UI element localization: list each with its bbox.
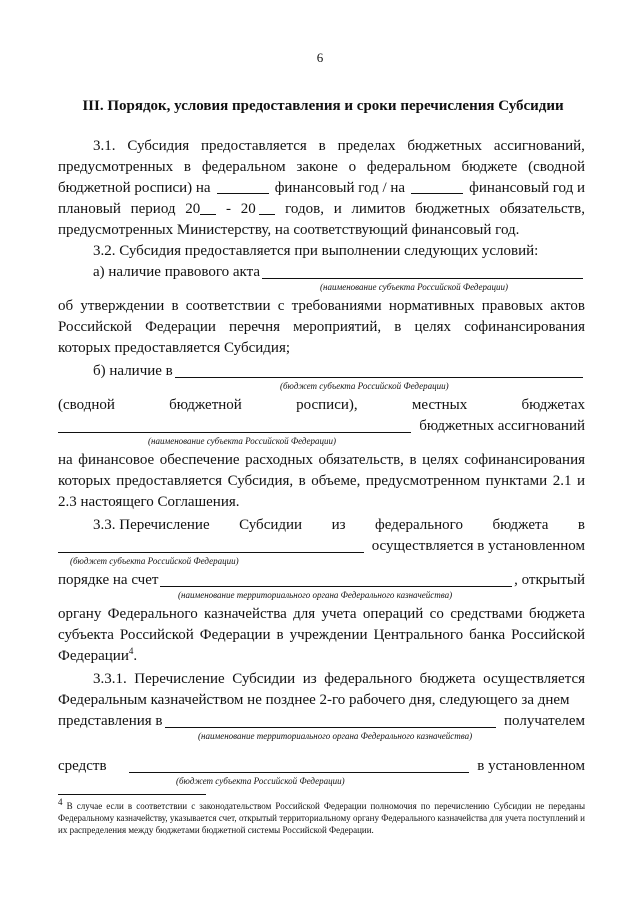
p331-word: в установленном: [477, 758, 585, 774]
p31-word: и: [333, 201, 342, 217]
p32-word: росписи),: [296, 397, 358, 413]
p31-word: в: [318, 138, 326, 154]
p32-word: бюджетных ассигнований: [419, 418, 585, 434]
p33-word: бюджета: [492, 517, 549, 533]
p33-word: 3.3. Перечисление: [93, 517, 210, 533]
p31-word: предусмотренных: [58, 159, 174, 175]
p31-word: период: [130, 201, 176, 217]
p31-word: (сводной: [528, 159, 585, 175]
blank-subject-budget: [175, 362, 583, 378]
p31-word: о: [348, 159, 357, 175]
p31-line-4: [58, 199, 585, 220]
p31-word: финансовый год / на: [274, 180, 406, 196]
p33-word: федерального: [375, 517, 463, 533]
p33-word: порядке на счет: [58, 572, 159, 588]
p33-line-1: [58, 515, 585, 536]
caption-subject-budget: (бюджет субъекта Российской Федерации): [280, 381, 449, 391]
year-to: [241, 199, 276, 220]
p31-word: бюджетных: [407, 138, 483, 154]
footnote-separator: [58, 794, 206, 795]
p33-word: , открытый: [514, 572, 585, 588]
p32-word: бюджетах: [521, 397, 585, 413]
p32-a-line: [58, 262, 585, 283]
p33-word: из: [331, 517, 346, 533]
caption-treasury-body: (наименование территориального органа Федерального казначейства): [178, 590, 453, 600]
p32-b-label: б) наличие в: [93, 363, 173, 379]
p31-word: лимитов: [351, 201, 406, 217]
blank-year-2: [411, 178, 463, 194]
p31-line-2: [58, 157, 585, 178]
p31-word: законе: [296, 159, 338, 175]
p32-word: бюджетной: [169, 397, 242, 413]
p32-b-line-3: [58, 416, 585, 437]
blank-subject-budget-2: [58, 537, 364, 553]
p31-word: -: [225, 201, 231, 217]
blank-treasury-body: [165, 712, 497, 728]
p31-word: пределах: [337, 138, 396, 154]
p32-b-line: [58, 361, 585, 382]
p31-word: в: [183, 159, 192, 175]
p32-a-text: об утверждении в соответствии с требованиями нормативных правовых актов Российской Федерации перечня мероприятий, в целях софинансирования которых предоставляется Субсидия;: [58, 298, 585, 356]
p33-word: осуществляется в установленном: [371, 538, 585, 554]
paragraph-3-1: [58, 136, 585, 241]
year-prefix: 20: [185, 201, 201, 217]
p331-word: получателем: [504, 713, 585, 729]
p32-word: местных: [411, 397, 468, 413]
year-prefix: 20: [240, 201, 256, 217]
blank-year-4: [259, 199, 275, 215]
document-body: [58, 136, 585, 790]
caption-subject-name: (наименование субъекта Российской Федерации): [320, 282, 509, 292]
p32-intro: 3.2. Субсидия предоставляется при выполнении следующих условий:: [93, 243, 539, 259]
blank-treasury-account: [160, 571, 512, 587]
p32-a-label: а) наличие правового акта: [93, 264, 261, 280]
p32-b-text: на финансовое обеспечение расходных обязательств, в целях софинансирования которых предоставляется Субсидия, в объеме, предусмотренном пунктами 2.1 и 2.3 настоящего Соглашения.: [58, 452, 585, 510]
footnote-text: В случае если в соответствии с законодательством Российской Федерации полномочия по перечислению Субсидии не переданы Федеральному казначейству, указывается счет, открытый территориальному органу Федерального казначейства для учета поступлений и их распределения между бюджетами бюджетной системы Российской Федерации.: [58, 801, 586, 835]
p33-line-2: [58, 536, 585, 557]
p331-text: 3.3.1. Перечисление Субсидии из федерального бюджета осуществляется Федеральным казначейством не позднее 2-го рабочего дня, следующего за днем: [58, 671, 585, 708]
footnote: [58, 797, 586, 836]
blank-local-budgets: [58, 417, 411, 433]
p31-word: Субсидия: [127, 138, 190, 154]
p331-word: представления в: [58, 713, 163, 729]
p31-word: обязательств,: [499, 201, 585, 217]
p33-word: Субсидии: [239, 517, 303, 533]
p32-b-line-2: [58, 395, 585, 416]
p33-text-body: органу Федерального казначейства для учета операций со средствами бюджета субъекта Российской Федерации в учреждении Центрального банка Российской Федерации: [58, 606, 585, 664]
p31-word: бюджете: [461, 159, 518, 175]
p31-line-5: предусмотренных Министерству, на соответствующий финансовый год.: [58, 222, 520, 238]
p31-word: финансовый год и: [469, 180, 585, 196]
p33-word: в: [577, 517, 585, 533]
section-title: III. Порядок, условия предоставления и сроки перечисления Субсидии: [82, 98, 564, 114]
p31-word: 3.1.: [93, 138, 116, 154]
p31-word: годов,: [285, 201, 324, 217]
blank-legal-act: [262, 263, 583, 279]
p31-line-1: [58, 136, 585, 157]
blank-year-3: [200, 199, 216, 215]
year-from: [185, 199, 216, 220]
p31-word: федеральном: [201, 159, 286, 175]
p331-line-4: [58, 756, 585, 777]
p32-word: (сводной: [58, 397, 115, 413]
blank-funds-recipient: [129, 757, 470, 773]
p31-word: предоставляется: [201, 138, 307, 154]
caption-treasury-body-2: (наименование территориального органа Федерального казначейства): [198, 731, 473, 741]
p31-word: бюджетных: [415, 201, 490, 217]
blank-year-1: [217, 178, 269, 194]
p31-word: плановый: [58, 201, 121, 217]
caption-subject-budget-2: (бюджет субъекта Российской Федерации): [70, 556, 239, 566]
page-number: 6: [316, 50, 324, 65]
footnote-reference[interactable]: 4: [128, 646, 134, 656]
p33-text: [58, 604, 585, 667]
p33-text-end: .: [133, 648, 138, 664]
caption-subject-name-2: (наименование субъекта Российской Федерации): [148, 436, 337, 446]
p31-word: федеральном: [366, 159, 451, 175]
footnote-mark: 4: [58, 797, 63, 807]
p31-line-3: [58, 178, 585, 199]
p31-word: ассигнований,: [493, 138, 585, 154]
p331-line-3: [58, 711, 585, 732]
p31-word: бюджетной росписи) на: [58, 180, 211, 196]
caption-subject-budget-3: (бюджет субъекта Российской Федерации): [176, 776, 345, 786]
p331-word: средств: [58, 758, 107, 774]
p33-line-3: [58, 570, 585, 591]
